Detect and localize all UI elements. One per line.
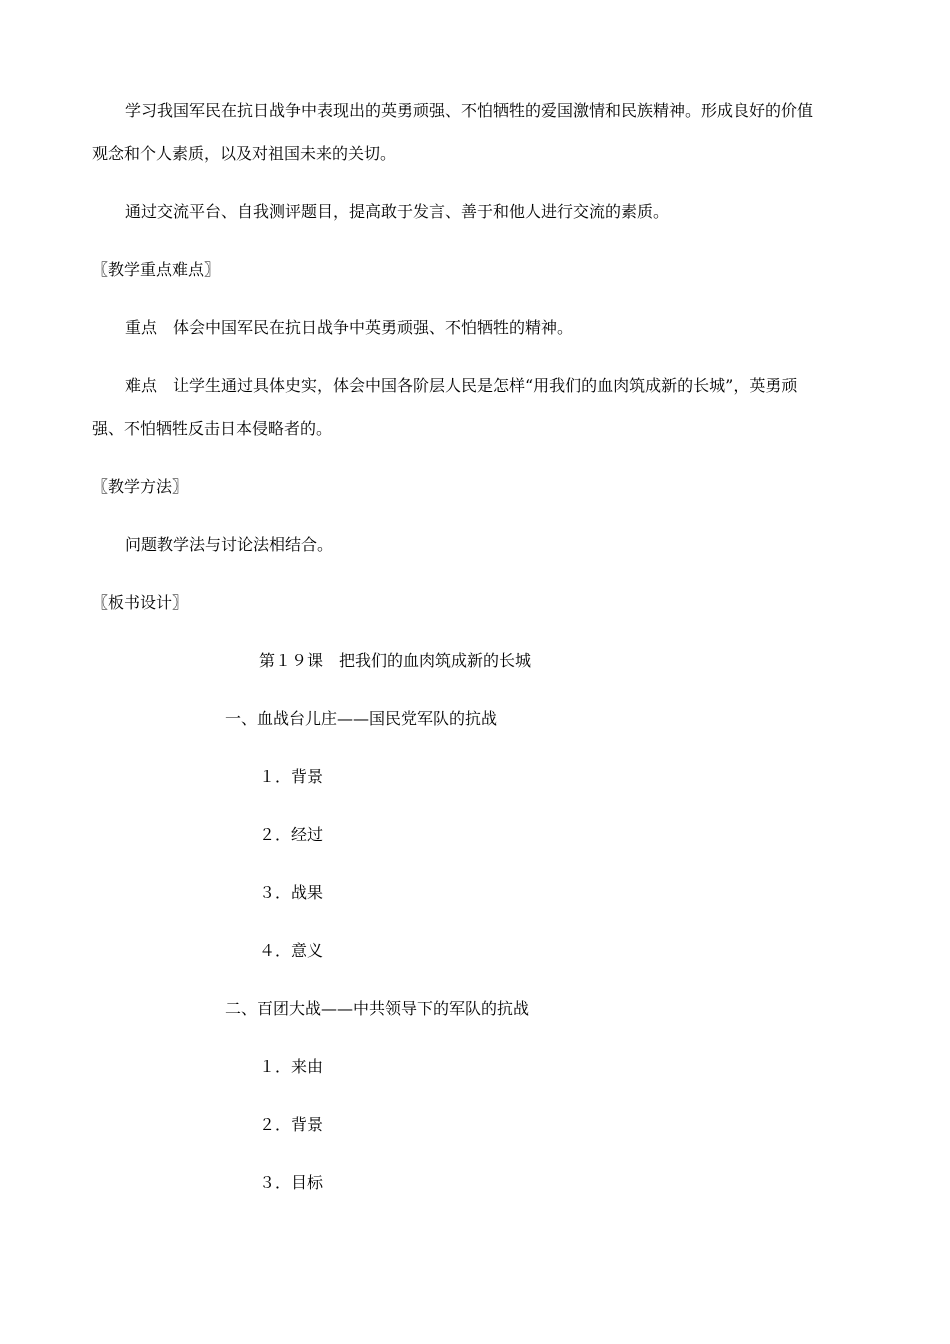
board-part2-heading: 二、百团大战——中共领导下的军队的抗战 [225,999,530,1018]
goal-paragraph-line-2: 观念和个人素质，以及对祖国未来的关切。 [92,144,397,163]
board-heading: 〖板书设计〗 [92,593,189,612]
board-part1-item: ２．经过 [259,825,324,844]
goal-paragraph-line-1: 学习我国军民在抗日战争中表现出的英勇顽强、不怕牺牲的爱国激情和民族精神。形成良好的价值 [125,101,814,120]
board-title: 第１９课 把我们的血肉筑成新的长城 [259,651,532,670]
method-heading: 〖教学方法〗 [92,477,189,496]
board-part2-item: ３．目标 [259,1173,324,1192]
method-text: 问题教学法与讨论法相结合。 [125,535,334,554]
difficulty-text-line-1: 难点 让学生通过具体史实，体会中国各阶层人民是怎样“用我们的血肉筑成新的长城”，英勇顽 [125,376,798,395]
board-part2-item: １．来由 [259,1057,324,1076]
key-point-text: 重点 体会中国军民在抗日战争中英勇顽强、不怕牺牲的精神。 [125,318,574,337]
difficulty-text-line-2: 强、不怕牺牲反击日本侵略者的。 [92,419,333,438]
board-part2-item: ２．背景 [259,1115,324,1134]
board-part1-heading: 一、血战台儿庄——国民党军队的抗战 [225,709,498,728]
board-part1-item: １．背景 [259,767,324,786]
goal-paragraph-2: 通过交流平台、自我测评题目，提高敢于发言、善于和他人进行交流的素质。 [125,202,670,221]
key-points-heading: 〖教学重点难点〗 [92,260,221,279]
board-part1-item: ４．意义 [259,941,324,960]
board-part1-item: ３．战果 [259,883,324,902]
